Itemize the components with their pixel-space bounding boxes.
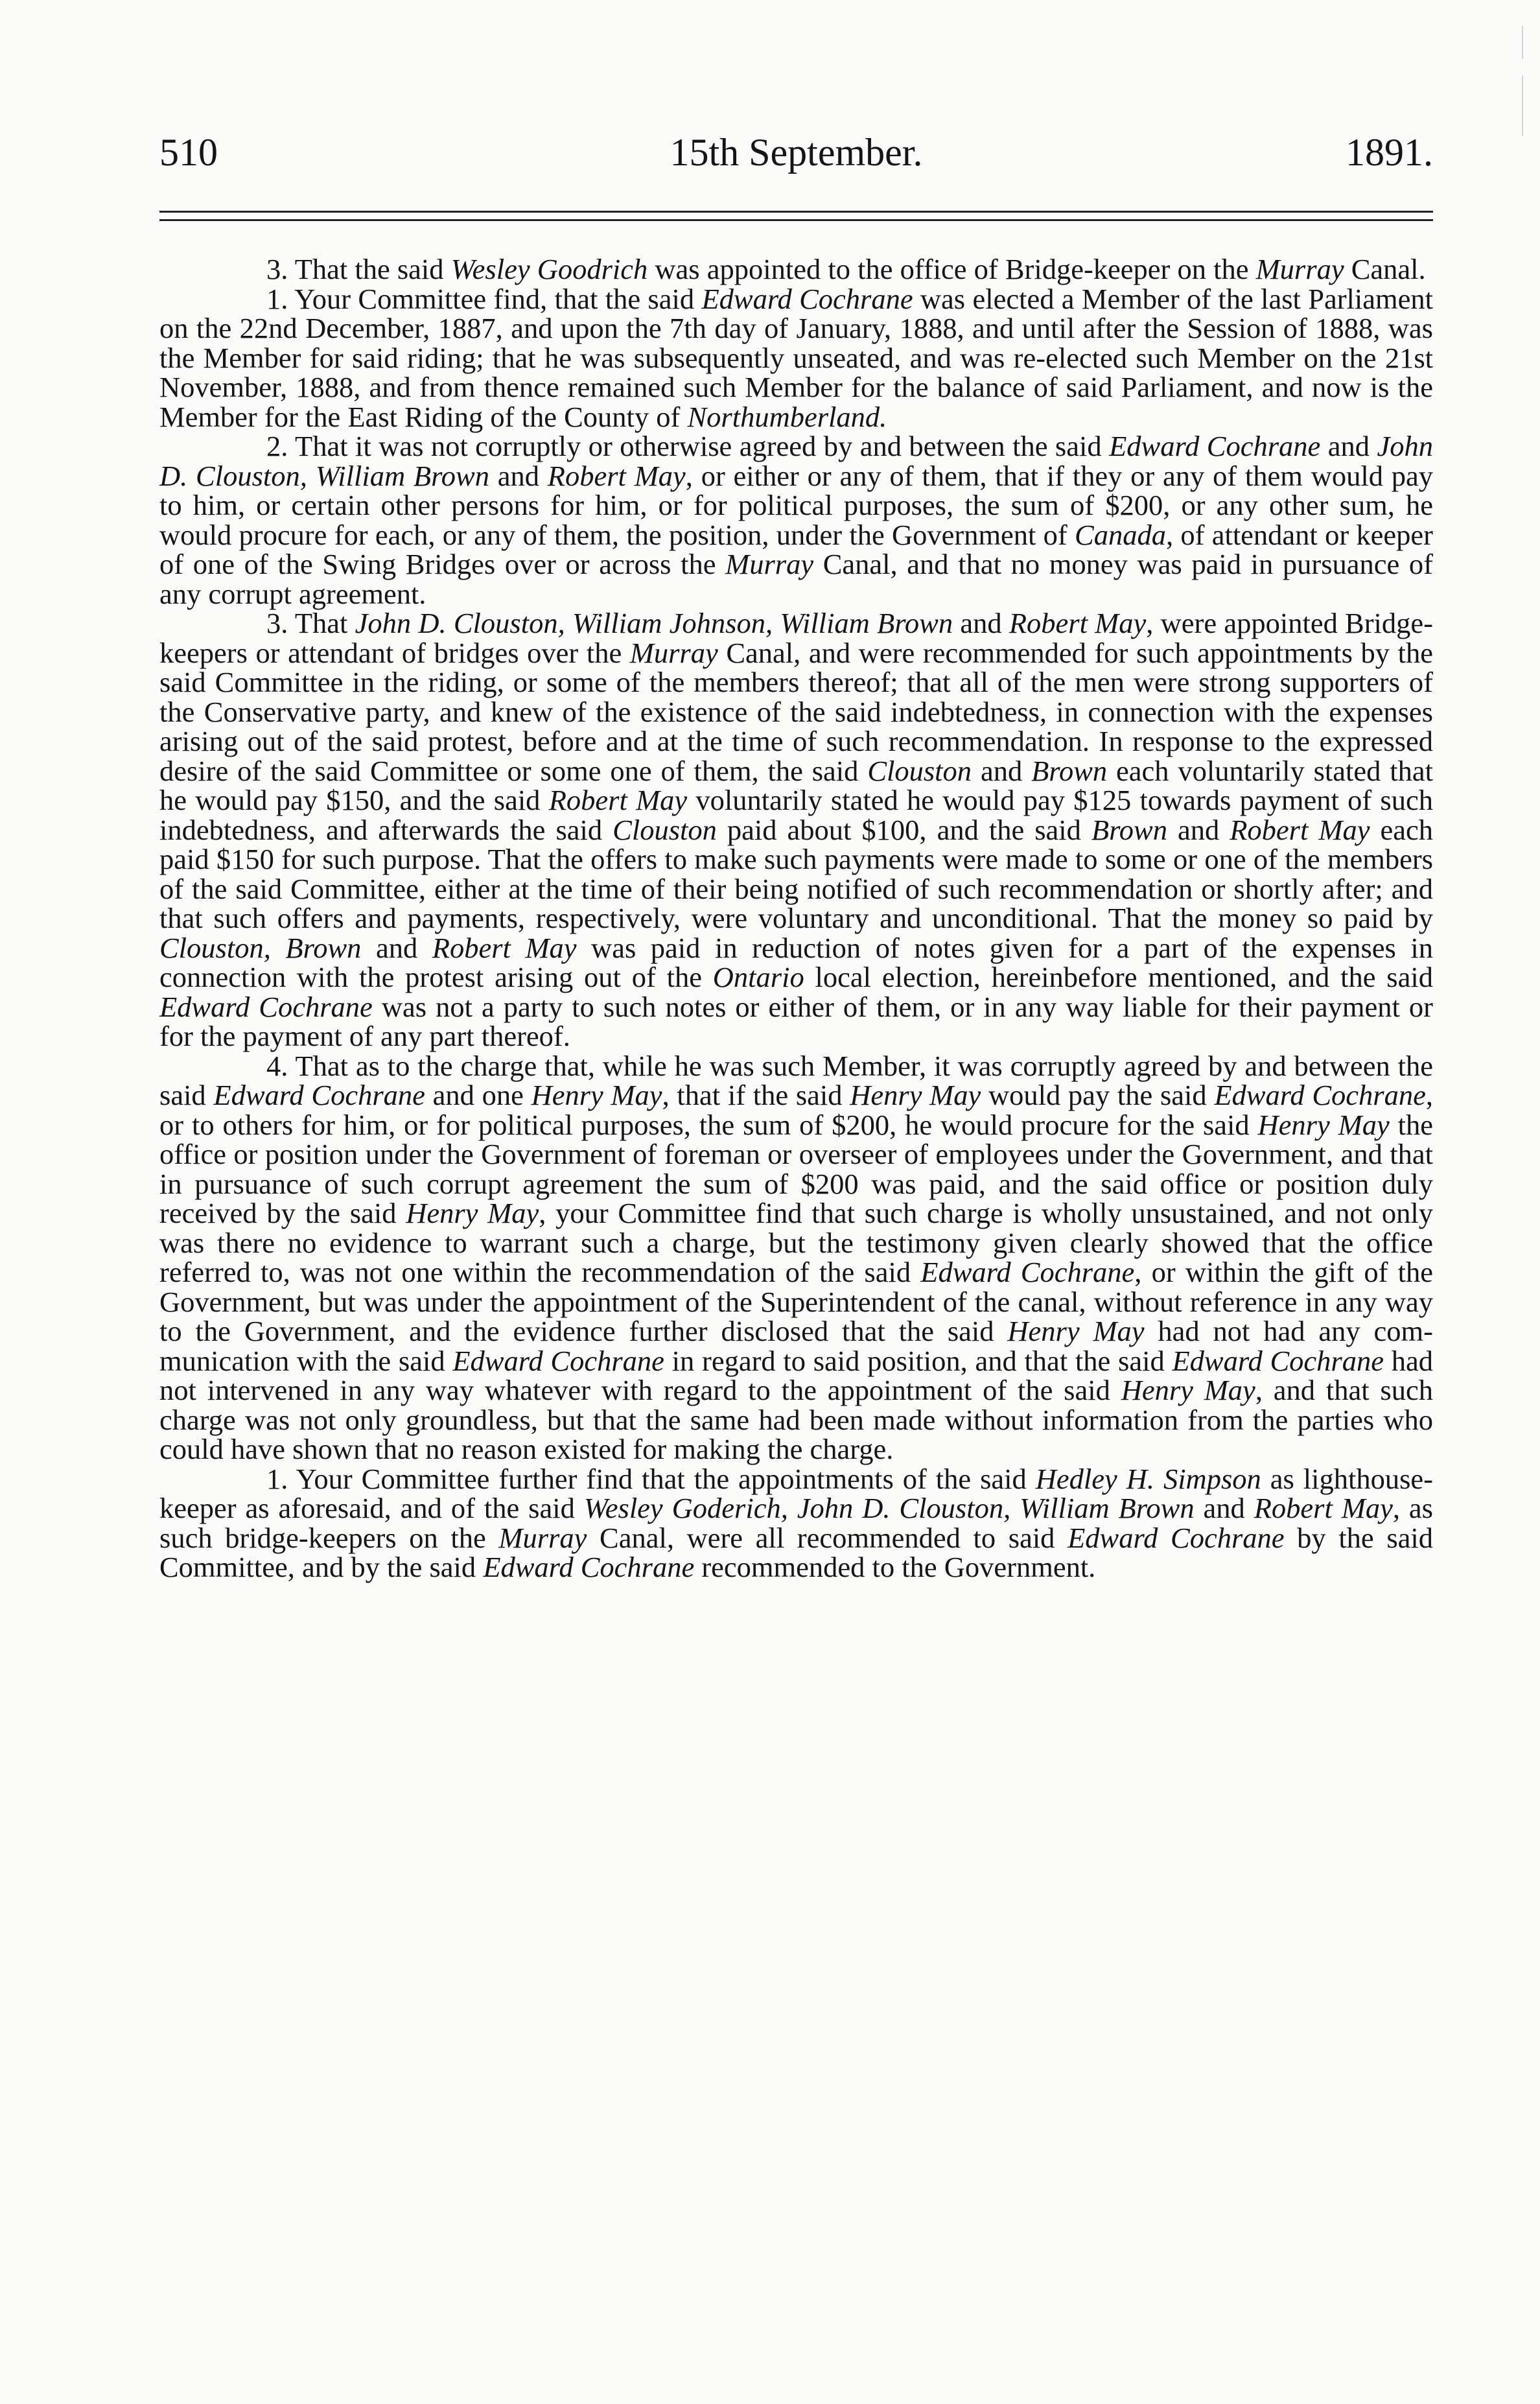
page-number: 510	[159, 131, 218, 174]
italic-name: Wesley Goodrich	[450, 253, 648, 285]
text-run: as lighthouse-keeper as aforesaid, and of the said	[159, 1462, 1433, 1524]
text-run: and	[1167, 813, 1230, 846]
paragraph-bridge-keepers-payments	[159, 609, 1433, 1052]
italic-name: Brown	[1091, 813, 1167, 846]
text-run: in regard to said position, and that the said	[664, 1344, 1172, 1377]
paragraph-no-corrupt-agreement	[159, 432, 1433, 609]
text-run: each paid $150 for such purpose. That the offers to make such payments were made to some or one of the members of the said Committee, either at the time of their being notified of such recommendation or shortly after; and that such offers and payments, respectively, were voluntary and unconditional. That the money so paid by	[159, 813, 1433, 934]
paragraph-henry-may-charge	[159, 1049, 1434, 1465]
text-run: and one	[425, 1079, 531, 1111]
italic-name: Edward Cochrane	[1109, 430, 1321, 462]
italic-name: Northumberland.	[687, 400, 887, 433]
text-run: , or to others for him, or for political purposes, the sum of $200, he would procure for the said	[159, 1079, 1433, 1141]
italic-name: Ontario	[712, 961, 804, 993]
text-run: voluntarily stated he would pay $125 towards payment of such indebtedness, and afterwards the said	[159, 784, 1433, 846]
italic-name: John D. Clouston, William Brown	[159, 430, 1433, 492]
italic-name: Henry May	[1007, 1315, 1145, 1347]
header-rule-bottom	[159, 219, 1433, 221]
italic-name: Robert May	[547, 459, 686, 492]
text-run: Canal, and that no money was paid in pursuance of any corrupt agreement.	[159, 548, 1433, 610]
text-run: , or within the gift of the Government, but was under the appointment of the Superintendent of the canal, without reference in any way to the Government, and the evidence further disclosed that the said	[159, 1256, 1434, 1347]
text-run: , that if the said	[662, 1079, 850, 1111]
text-run: recommended to the Government.	[694, 1551, 1096, 1583]
text-run: , were appointed Bridge-keepers or attendant of bridges over the	[159, 607, 1433, 669]
text-run: local election, hereinbefore mentioned, and the said	[804, 961, 1433, 993]
text-run: the office or position under the Government of foreman or overseer of employees under the Government, and that in pursuance of such corrupt agreement the sum of $200 was paid, and the said office or position duly received by the said	[159, 1108, 1433, 1229]
italic-name: Edward Cochrane	[1068, 1521, 1285, 1554]
text-run: 1. Your Committee find, that the said	[266, 282, 702, 315]
italic-name: Canada	[1075, 518, 1166, 551]
italic-name: Edward Cochrane	[1214, 1079, 1426, 1111]
italic-name: Robert May	[1009, 607, 1147, 639]
page-edge-mark	[1522, 26, 1523, 136]
text-run: would pay the said	[981, 1079, 1215, 1111]
italic-name: John D. Clouston, William Johnson, William Brown	[355, 607, 953, 639]
text-run: each voluntarily stated that he would pay $150, and the said	[159, 754, 1433, 816]
italic-name: Edward Cochrane	[159, 990, 373, 1023]
text-run: and	[489, 459, 548, 492]
italic-name: Edward Cochrane	[1172, 1344, 1384, 1377]
text-run: Canal.	[1344, 253, 1426, 285]
paragraph-bridge-keeper-goodrich	[159, 255, 1433, 285]
text-run: was appointed to the office of Bridge-keeper on the	[648, 253, 1256, 285]
text-run: and	[1320, 430, 1377, 462]
text-run: , as such bridge-keepers on the	[159, 1492, 1433, 1554]
italic-name: Robert May	[548, 784, 688, 816]
italic-name: Edward Cochrane	[701, 282, 913, 315]
italic-name: Henry May	[1121, 1374, 1255, 1406]
italic-name: Henry May	[1257, 1108, 1390, 1141]
italic-name: Wesley Goderich, John D. Clouston, William Brown	[583, 1492, 1195, 1524]
text-run: 3. That the said	[266, 253, 451, 285]
text-run: was elected a Member of the last Parliament on the 22nd December, 1887, and upon the 7th day of January, 1888, and until after the Session of 1888, was the Member for said riding; that he was subsequently unseated, and was re-elected such Member on the 21st November, 1888, and from thence remained such Member for the balance of said Parliament, and now is the Member for the East Riding of the County of	[159, 282, 1434, 433]
text-run: Canal, and were recommended for such appointments by the said Committee in the riding, or some of the members thereof; that all of the men were strong supporters of the Conservative party, and knew of the existence of the said indebtedness, in connection with the expenses arising out of the said protest, before and at the time of such recommendation. In response to the expressed desire of the said Committee or some one of them, the said	[159, 636, 1433, 787]
report-body	[159, 255, 1433, 1583]
italic-name: Murray	[629, 636, 718, 669]
text-run: had not intervened in any way whatever with regard to the appointment of the said	[159, 1344, 1433, 1406]
text-run: , or either or any of them, that if they or any of them would pay to him, or certain other persons for him, or for political purposes, the sum of $200, or any other sum, he would procure for each, or any of them, the position, under the Government of	[159, 459, 1433, 551]
text-run: , your Committee find that such charge is wholly unsustained, and not only was there no evidence to warrant such a charge, but the testimony given clearly showed that the office referred to, was not one within the recommendation of the said	[159, 1197, 1433, 1288]
page-date: 15th September.	[670, 131, 923, 174]
italic-name: Robert May	[1230, 813, 1370, 846]
text-run: and	[953, 607, 1009, 639]
italic-name: Murray	[498, 1521, 587, 1554]
italic-name: Hedley H. Simpson	[1035, 1462, 1261, 1495]
italic-name: Clouston	[867, 754, 972, 787]
italic-name: Murray	[725, 548, 814, 580]
italic-name: Clouston	[612, 813, 717, 846]
text-run: 1. Your Committee further find that the appointments of the said	[266, 1462, 1036, 1495]
italic-name: Robert May	[1254, 1492, 1393, 1524]
text-run: and	[972, 754, 1032, 787]
italic-name: Edward Cochrane	[452, 1344, 664, 1377]
italic-name: Edward Cochrane	[920, 1256, 1135, 1288]
page-header	[159, 123, 1433, 182]
header-rule-top	[159, 211, 1433, 213]
italic-name: Clouston, Brown	[159, 931, 362, 964]
italic-name: Brown	[1031, 754, 1108, 787]
text-run: Canal, were all recommended to said	[587, 1521, 1068, 1554]
italic-name: Henry May	[850, 1079, 981, 1111]
page-year: 1891.	[1346, 131, 1433, 174]
paragraph-appointments-recommended	[159, 1462, 1434, 1583]
text-run: and	[1194, 1492, 1254, 1524]
text-run: had not had any communication with the said	[159, 1315, 1433, 1377]
text-run: was not a party to such notes or either of them, or in any way liable for their payment or for the payment of any part thereof.	[159, 990, 1433, 1052]
text-run: was paid in reduction of notes given for a part of the expenses in connection with the protest arising out of the	[159, 931, 1433, 993]
italic-name: Robert May	[432, 931, 577, 964]
italic-name: Edward Cochrane	[483, 1551, 695, 1583]
text-run: and	[361, 931, 432, 964]
paragraph-cochrane-membership	[159, 282, 1434, 433]
text-run: paid about $100, and the said	[716, 813, 1091, 846]
italic-name: Edward Cochrane	[213, 1079, 425, 1111]
text-run: , and that such charge was not only groundless, but that the same had been made without information from the parties who could have shown that no reason existed for making the charge.	[159, 1374, 1433, 1465]
text-run: 4. That as to the charge that, while he was such Member, it was corruptly agreed by and between the said	[159, 1049, 1433, 1111]
text-run: 2. That it was not corruptly or otherwise agreed by and between the said	[266, 430, 1110, 462]
italic-name: Henry May	[406, 1197, 539, 1229]
text-run: by the said Committee, and by the said	[159, 1521, 1434, 1583]
italic-name: Henry May	[531, 1079, 662, 1111]
text-run: 3. That	[266, 607, 355, 639]
text-run: , of attendant or keeper of one of the Swing Bridges over or across the	[159, 518, 1433, 580]
italic-name: Murray	[1255, 253, 1344, 285]
